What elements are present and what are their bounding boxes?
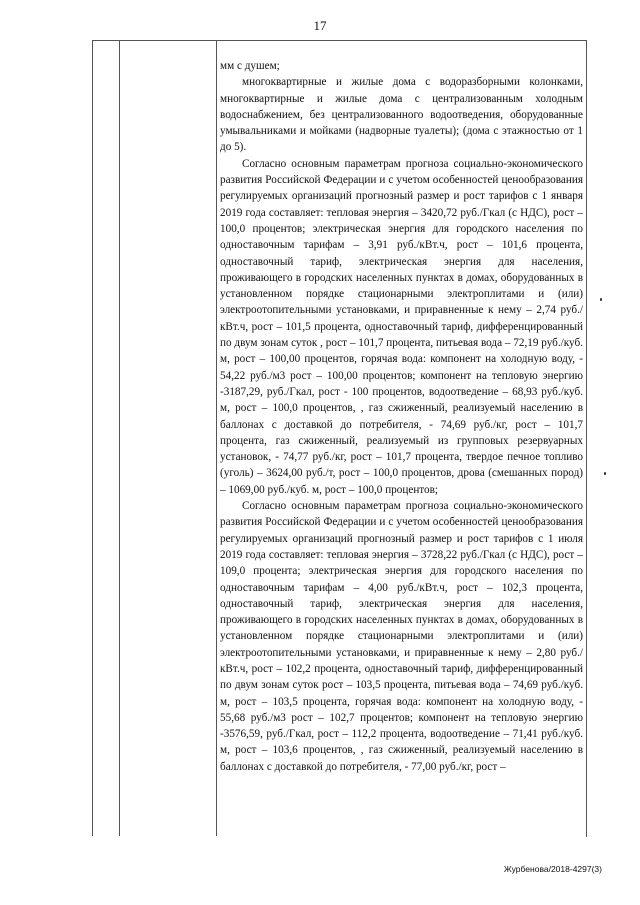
table-column-divider — [119, 40, 120, 836]
document-body — [220, 58, 583, 775]
table-column-divider — [216, 40, 217, 836]
table-column-divider — [92, 40, 93, 836]
paragraph: Согласно основным параметрам прогноза социально-экономического развития Российской Федерации и с учетом особенностей ценообразования регулируемых организаций прогнозный размер и рост тарифов с 1 июля 2019 года составляет: тепловая энергия – 3728,22 руб./Гкал (с НДС), рост – 109,0 процента; электрическая энергия для городского населения по одноставочным тарифам – 4,00 руб./кВт.ч, рост – 102,3 процента, одноставочный тариф, электрическая энергия для населения, проживающего в городских населенных пунктах в домах, оборудованных в установленном порядке стационарными электроплитами и (или) электроотопительными установками, и приравненные к нему – 2,80 руб./кВт.ч, рост – 102,2 процента, одноставочный тариф, дифференцированный по двум зонам суток рост – 103,5 процента, питьевая вода – 74,69 руб./куб. м, рост – 103,5 процента, горячая вода: компонент на холодную воду, - 55,68 руб./м3 рост – 102,7 процентов; компонент на тепловую энергию -3576,59, руб./Гкал, рост – 112,2 процента, водоотведение – 71,41 руб./куб. м, рост – 103,6 процентов, , газ сжиженный, реализуемый населению в баллонах с доставкой до потребителя, - 77,00 руб./кг, рост – — [220, 500, 583, 773]
paragraph: мм с душем; — [220, 60, 280, 72]
paragraph: Согласно основным параметрам прогноза социально-экономического развития Российской Федерации и с учетом особенностей ценообразования регулируемых организаций прогнозный размер и рост тарифов с 1 января 2019 года составляет: тепловая энергия – 3420,72 руб./Гкал (с НДС), рост – 100,0 процентов; электрическая энергия для городского населения по одноставочным тарифам – 3,91 руб./кВт.ч, рост – 101,6 процента, одноставочный тариф, электрическая энергия для населения, проживающего в городских населенных пунктах в домах, оборудованных в установленном порядке стационарными электроплитами и (или) электроотопительными установками, и приравненные к нему – 2,74 руб./кВт.ч, рост – 101,5 процента, одноставочный тариф, дифференцированный по двум зонам суток , рост – 101,7 процента, питьевая вода – 72,19 руб./куб. м, рост – 100,00 процентов, горячая вода: компонент на холодную воду, - 54,22 руб./м3 рост – 100,00 процентов; компонент на тепловую энергию -3187,29, руб./Гкал, рост - 100 процентов, водоотведение – 68,93 руб./куб. м, рост – 100,0 процентов, , газ сжиженный, реализуемый населению в баллонах с доставкой до потребителя, - 74,69 руб./кг, рост – 101,7 процента, газ сжиженный, реализуемый из групповых резервуарных установок, - 74,77 руб./кг, рост – 101,7 процента, твердое печное топливо (уголь) – 3624,00 руб./т, рост – 100,0 процентов, дрова (смешанных пород) – 1069,00 руб./куб. м, рост – 100,0 процентов; — [220, 157, 583, 496]
scan-speck — [600, 298, 602, 301]
page-number: 17 — [313, 18, 327, 33]
footer-reference: Журбенова/2018-4297(3) — [503, 864, 602, 874]
scan-speck — [604, 472, 606, 475]
paragraph: многоквартирные и жилые дома с водоразборными колонками, многоквартирные и жилые дома с централизованным холодным водоснабжением, без централизованного водоотведения, оборудованные умывальниками и мойками (надворные туалеты); (дома с этажностью от 1 до 5). — [220, 76, 583, 154]
